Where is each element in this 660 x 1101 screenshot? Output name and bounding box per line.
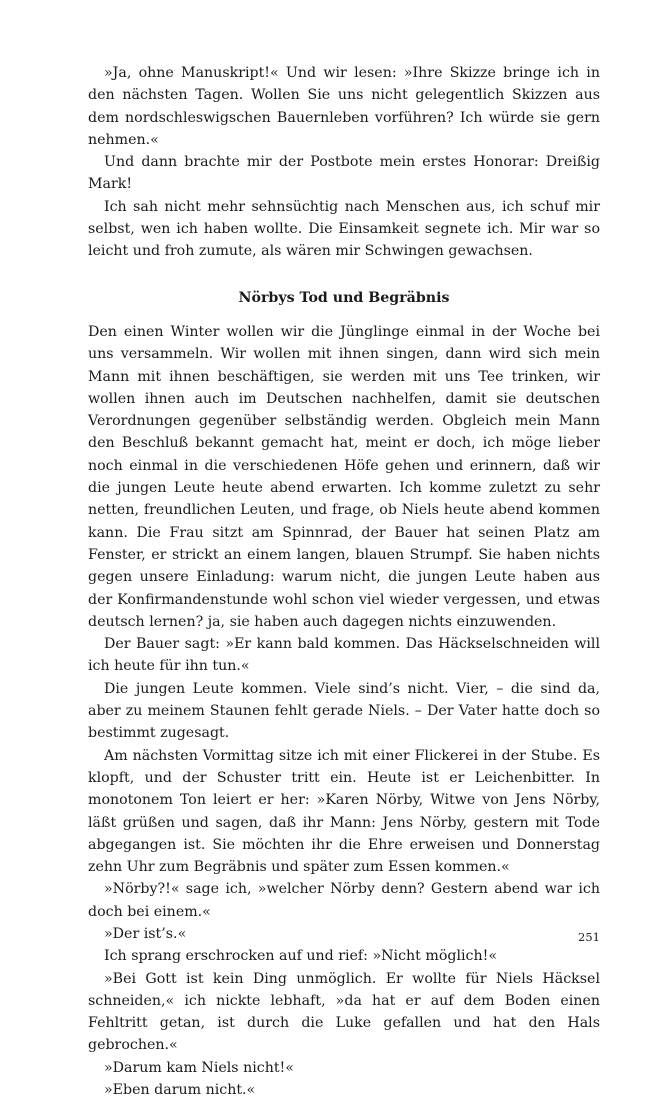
paragraph: Der Bauer sagt: »Er kann bald kommen. Das Häckselschneiden will ich heute für ihn tun.«	[88, 636, 600, 675]
paragraph: »Der ist’s.«	[104, 925, 187, 942]
paragraph: Ich sah nicht mehr sehnsüchtig nach Menschen aus, ich schuf mir selbst, wen ich haben wollte. Die Einsamkeit segnete ich. Mir war so leicht und froh zumute, als wären mir Schwingen gewachsen.	[88, 198, 600, 260]
paragraph: Den einen Winter wollen wir die Jünglinge einmal in der Woche bei uns versammeln. Wir wollen mit ihnen singen, dann wird sich mein Mann mit ihnen beschäftigen, sie werden mit uns Tee trinken, wir wollen ihnen auch im Deutschen nachhelfen, damit sie deutschen Verordnungen gegenüber selbständig werden. Obgleich mein Mann den Beschluß bekannt gemacht hat, meint er doch, ich möge lieber noch einmal in die verschiedenen Höfe gehen und erinnern, daß wir die jungen Leute heute abend erwarten. Ich komme zuletzt zu sehr netten, freundlichen Leuten, und frage, ob Niels heute abend kommen kann. Die Frau sitzt am Spinnrad, der Bauer hat seinen Platz am Fenster, er strickt an einem langen, blauen Strumpf. Sie haben nichts gegen unsere Einladung: warum nicht, die jungen Leute haben aus der Konfirmandenstunde wohl schon viel wieder vergessen, und etwas deutsch lernen? ja, sie haben auch dagegen nichts einzuwenden.	[88, 323, 600, 630]
paragraph: »Nörby?!« sage ich, »welcher Nörby denn? Gestern abend war ich doch bei einem.«	[88, 881, 600, 920]
paragraph: »Ja, ohne Manuskript!« Und wir lesen: »Ihre Skizze bringe ich in den nächsten Tagen. Wollen Sie uns nicht gelegentlich Skizzen aus dem nordschleswigschen Bauernleben vorführen? Ich würde sie gern nehmen.«	[88, 65, 600, 148]
page-number: 251	[578, 930, 600, 944]
paragraph: »Bei Gott ist kein Ding unmöglich. Er wollte für Niels Häcksel schneiden,« ich nickte lebhaft, »da hat er auf dem Boden einen Fehltritt getan, ist durch die Luke gefallen und hat den Hals gebrochen.«	[88, 970, 600, 1054]
paragraph: Ich sprang erschrocken auf und rief: »Nicht möglich!«	[104, 948, 498, 965]
paragraph: Die jungen Leute kommen. Viele sind’s nicht. Vier, – die sind da, aber zu meinem Staunen fehlt gerade Niels. – Der Vater hatte doch so bestimmt zugesagt.	[88, 680, 600, 742]
paragraph: »Eben darum nicht.«	[104, 1082, 256, 1099]
paragraph: Am nächsten Vormittag sitze ich mit einer Flickerei in der Stube. Es klopft, und der Schuster tritt ein. Heute ist er Leichenbitter. In monotonem Ton leiert er her: »Karen Nörby, Witwe von Jens Nörby, läßt grüßen und sagen, daß ihr Mann: Jens Nörby, gestern mit Tode abgegangen ist. Sie möchten ihr die Ehre erweisen und Donnerstag zehn Uhr zum Begräbnis und später zum Essen kommen.«	[88, 747, 600, 876]
section-title: Nörbys Tod und Begräbnis	[238, 289, 450, 306]
paragraph: »Darum kam Niels nicht!«	[104, 1059, 294, 1076]
page-body	[88, 62, 600, 1101]
paragraph: Und dann brachte mir der Postbote mein erstes Honorar: Dreißig Mark!	[88, 154, 600, 193]
